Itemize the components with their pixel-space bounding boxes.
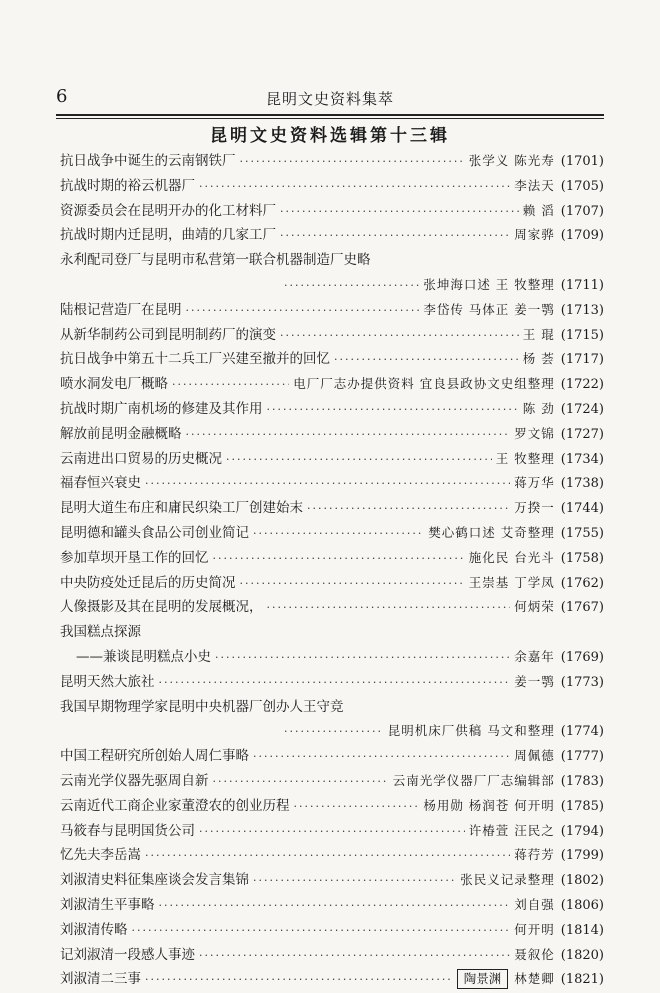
toc-entry [60,149,604,174]
entry-page: (1705) [560,178,604,194]
toc-entry [60,496,604,521]
toc-entry [60,794,604,819]
dot-leader [240,150,465,175]
entry-author: 电厂厂志办提供资料 宜良县政协文史组整理 [293,376,555,392]
entry-title: 云南近代工商企业家董澄农的创业历程 [60,797,290,814]
entry-title: 忆先夫李岳嵩 [60,847,141,864]
entry-author: 张民义记录整理 [460,872,555,888]
entry-title: 刘淑清史料征集座谈会发言集锦 [60,872,249,889]
entry-author: 许椿萱 汪民之 [468,822,555,838]
toc-entry [60,546,604,571]
dot-leader [199,820,465,845]
entry-page: (1773) [560,674,604,690]
dot-leader [253,522,424,547]
toc-entry [60,174,604,199]
entry-author: 李法天 [514,177,555,193]
entry-page: (1806) [560,897,604,913]
entry-title: 昆明大道生布庄和庸民织染工厂创建始末 [60,500,303,517]
dot-leader [215,646,510,671]
entry-page: (1724) [560,401,604,417]
entry-author: 蒋万华 [514,475,555,491]
toc-entry [60,695,604,720]
entry-page: (1715) [560,327,604,343]
entry-title: 中央防疫处迁昆后的历史简况 [60,574,236,591]
dot-leader [226,448,492,473]
entry-page: (1722) [560,377,604,393]
entry-author: 何开明 [514,921,555,937]
entry-author: 万揆一 [514,500,555,516]
toc-entry [60,471,604,496]
toc-entry [60,645,604,670]
toc-entry [60,521,604,546]
entry-page: (1769) [560,649,604,665]
entry-page: (1783) [560,773,604,789]
entry-author: 杨 荟 [522,351,555,367]
entry-author: 施化民 台光斗 [468,549,555,565]
toc-entry [60,397,604,422]
entry-title: 福春恒兴衰史 [60,475,141,492]
dot-leader [132,919,511,944]
dot-leader [145,472,510,497]
entry-page: (1777) [560,749,604,765]
entry-author: 王 牧整理 [495,450,555,466]
toc-entry [60,719,604,744]
entry-author: 余嘉年 [514,648,555,664]
entry-author: 李岱传 马体正 姜一鹗 [423,301,555,317]
entry-page: (1701) [560,154,604,169]
toc-entry [60,769,604,794]
entry-author: 聂叙伦 [514,946,555,962]
toc-entry [60,347,604,372]
dot-leader [253,745,510,770]
dot-leader [267,398,519,423]
table-of-contents [60,149,604,992]
entry-title: 永利配司登厂与昆明市私营第一联合机器制造厂史略 [60,252,371,269]
entry-title: 云南光学仪器先驱周自新 [60,772,209,789]
toc-entry [60,273,604,298]
entry-author: 何炳荣 [514,599,555,615]
toc-entry [60,893,604,918]
toc-entry [60,843,604,868]
entry-title: 抗战时期内迁昆明，曲靖的几家工厂 [60,227,276,244]
page-number: 6 [56,86,68,107]
entry-page: (1717) [560,352,604,368]
entry-page: (1711) [560,277,604,293]
dot-leader [284,720,384,745]
toc-entry [60,595,604,620]
toc-entry [60,943,604,968]
entry-page: (1755) [560,525,604,541]
entry-author: 周家骅 [514,227,555,243]
entry-page: (1767) [560,600,604,616]
dot-leader [240,572,465,597]
entry-title: 陆根记营造厂在昆明 [60,301,182,318]
dot-leader [172,373,289,398]
entry-page: (1802) [560,873,604,889]
dot-leader [213,547,465,572]
entry-page: (1820) [560,947,604,963]
entry-author: 刘自强 [514,896,555,912]
entry-author: 姜一鹗 [514,673,555,689]
dot-leader [186,423,511,448]
entry-author: 陈 劲 [522,400,555,416]
section-title: 昆明文史资料选辑第十三辑 [210,126,450,146]
entry-title: 抗战时期广南机场的修建及其作用 [60,400,263,417]
entry-title: 资源委员会在昆明开办的化工材料厂 [60,202,276,219]
entry-title: 抗战时期的裕云机器厂 [60,177,195,194]
toc-entry [60,868,604,893]
entry-title: 我国早期物理学家昆明中央机器厂创办人王守竞 [60,698,344,715]
dot-leader [145,844,510,869]
entry-page: (1762) [560,575,604,591]
entry-page: (1744) [560,501,604,517]
entry-title: 昆明德和罐头食品公司创业简记 [60,524,249,541]
running-title: 昆明文史资料集萃 [265,90,394,108]
entry-author: 张学义 陈光寿 [468,153,555,168]
dot-leader [199,944,510,969]
dot-leader [145,968,453,993]
toc-entry [60,571,604,596]
entry-title: 抗日战争中诞生的云南钢铁厂 [60,153,236,169]
entry-title: 马筱春与昆明国货公司 [60,822,195,839]
toc-entry [60,323,604,348]
dot-leader [280,224,510,249]
toc-entry [60,298,604,323]
dot-leader [294,795,420,820]
entry-page: (1799) [560,848,604,864]
dot-leader [253,869,456,894]
entry-author: 昆明机床厂供稿 马文和整理 [387,723,555,739]
entry-author: 周佩德 [514,748,555,764]
toc-entry [60,744,604,769]
entry-title: 抗日战争中第五十二兵工厂兴建至撤并的回忆 [60,351,330,368]
entry-title: 云南进出口贸易的历史概况 [60,450,222,467]
toc-entry [60,670,604,695]
dot-leader [280,324,519,349]
entry-page: (1709) [560,228,604,244]
entry-page: (1774) [560,724,604,740]
toc-entry [60,620,604,645]
toc-entry [60,967,604,992]
entry-title: 喷水洞发电厂概略 [60,376,168,393]
dot-leader [284,274,419,299]
dot-leader [267,596,511,621]
entry-title: 我国糕点探源 [60,624,141,641]
dot-leader [307,497,510,522]
dot-leader [159,894,511,919]
entry-page: (1758) [560,550,604,566]
dot-leader [199,175,510,200]
entry-title: 参加草坝开垦工作的回忆 [60,549,209,566]
entry-author: 林楚卿 [514,971,555,987]
entry-title: 记刘淑清一段感人事迹 [60,946,195,963]
entry-page: (1713) [560,302,604,318]
entry-title: 人像摄影及其在昆明的发展概况， [60,599,263,616]
entry-author: 蒋荇芳 [514,847,555,863]
entry-page: (1814) [560,922,604,938]
dot-leader [334,348,519,373]
entry-page: (1734) [560,451,604,467]
dot-leader [280,200,519,225]
dot-leader [186,299,420,324]
toc-entry [60,819,604,844]
entry-title: 刘淑清生平事略 [60,896,155,913]
entry-author: 樊心鹤口述 艾奇整理 [428,524,555,540]
entry-title: ——兼谈昆明糕点小史 [76,648,211,665]
entry-page: (1794) [560,823,604,839]
entry-page: (1727) [560,426,604,442]
entry-page: (1707) [560,203,604,219]
entry-page: (1738) [560,476,604,492]
entry-title: 中国工程研究所创始人周仁事略 [60,748,249,765]
entry-author: 杨用勋 杨润苍 何开明 [423,797,555,813]
boxed-author: 陶景渊 [457,969,509,989]
entry-author: 张坤海口述 王 牧整理 [423,276,555,292]
dot-leader [213,770,389,795]
header-rule [56,114,604,116]
entry-title: 昆明天然大旅社 [60,673,155,690]
entry-title: 解放前昆明金融概略 [60,425,182,442]
toc-entry [60,447,604,472]
dot-leader [159,671,511,696]
entry-author: 云南光学仪器厂厂志编辑部 [392,772,555,788]
entry-page: (1821) [560,972,604,988]
entry-title: 刘淑清传略 [60,921,128,938]
entry-title: 刘淑清二三事 [60,971,141,988]
toc-entry [60,199,604,224]
header-rule-thin [56,118,604,119]
entry-author: 罗文锦 [514,425,555,441]
toc-entry [60,372,604,397]
toc-entry [60,422,604,447]
entry-author: 王 琨 [522,326,555,342]
entry-page: (1785) [560,798,604,814]
entry-title: 从新华制药公司到昆明制药厂的演变 [60,326,276,343]
entry-author: 赖 滔 [522,202,555,218]
toc-entry [60,248,604,273]
entry-author: 王崇基 丁学凤 [468,574,555,590]
toc-entry [60,223,604,248]
toc-entry [60,918,604,943]
